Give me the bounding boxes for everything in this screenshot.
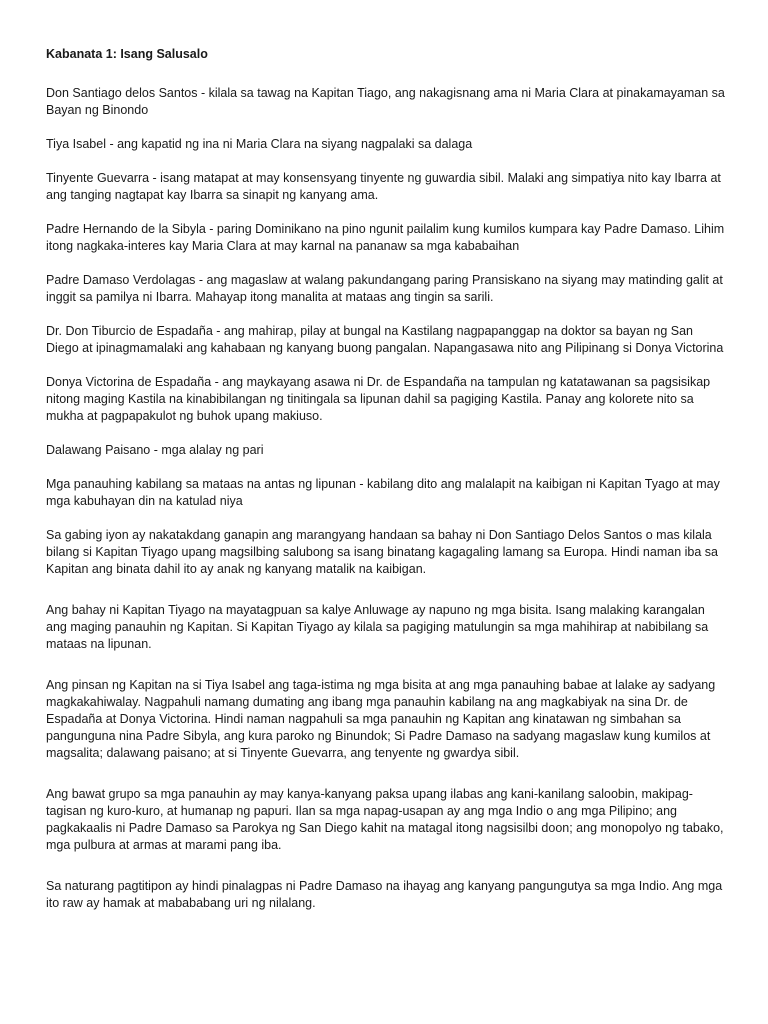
summary-paragraph: Ang bawat grupo sa mga panauhin ay may kanya-kanyang paksa upang ilabas ang kani-kanilang saloobin, makipag-tagisan ng kuro-kuro, at humanap ng papuri. Ilan sa mga napag-usapan ay ang mga Indio o ang mga Pilipino; ang pagkakaalis ni Padre Damaso sa Parokya ng San Diego kahit na matagal itong nagsisilbi doon; ang monopolyo ng tabako, mga pulbura at armas at marami pang iba.	[46, 787, 724, 852]
chapter-title: Kabanata 1: Isang Salusalo	[46, 47, 208, 61]
character-mga-panauhin: Mga panauhing kabilang sa mataas na antas ng lipunan - kabilang dito ang malalapit na kaibigan ni Kapitan Tyago at may mga kabuhayan din na katulad niya	[46, 477, 720, 508]
character-padre-sibyla: Padre Hernando de la Sibyla - paring Dominikano na pino ngunit pailalim kung kumilos kumpara kay Padre Damaso. Lihim itong nagkaka-interes kay Maria Clara at may karnal na pananaw sa mga kababaihan	[46, 222, 725, 253]
summary-paragraph: Ang bahay ni Kapitan Tiyago na mayatagpuan sa kalye Anluwage ay napuno ng mga bisita. Isang malaking karangalan ang maging panauhin ng Kapitan. Si Kapitan Tiyago ay kilala sa pagiging matulungin sa mga mahihirap at nabibilang sa mataas na lipunan.	[46, 603, 709, 651]
character-don-santiago: Don Santiago delos Santos - kilala sa tawag na Kapitan Tiago, ang nakagisnang ama ni Maria Clara at pinakamayaman sa Bayan ng Binondo	[46, 86, 725, 117]
character-dr-tiburcio: Dr. Don Tiburcio de Espadaña - ang mahirap, pilay at bungal na Kastilang nagpapanggap na doktor sa bayan ng San Diego at ipinagmamalaki ang kahabaan ng kanyang buong pangalan. Napangasawa nito ang Pilipinang si Donya Victorina	[46, 324, 724, 355]
character-padre-damaso: Padre Damaso Verdolagas - ang magaslaw at walang pakundangang paring Pransiskano na siyang may matinding galit at inggit sa pamilya ni Ibarra. Mahayap itong manalita at mataas ang tingin sa sarili.	[46, 273, 723, 304]
summary-paragraph: Ang pinsan ng Kapitan na si Tiya Isabel ang taga-istima ng mga bisita at ang mga panauhing babae at lalake ay sadyang magkakahiwalay. Nagpahuli namang dumating ang ibang mga panauhin kabilang na ang magkabiyak na sina Dr. de Espadaña at Donya Victorina. Hindi naman nagpahuli sa mga panauhin ng Kapitan ang kinatawan ng simbahan sa pangunguna nina Padre Sibyla, ang kura paroko ng Binundok; Si Padre Damaso na sadyang magaslaw kung kumilos at magsalita; dalawang paisano; at si Tinyente Guevarra, ang tenyente ng gwardya sibil.	[46, 678, 716, 760]
document-page	[46, 46, 726, 929]
summary-paragraph: Sa naturang pagtitipon ay hindi pinalagpas ni Padre Damaso na ihayag ang kanyang pangungutya sa mga Indio. Ang mga ito raw ay hamak at mabababang uri ng nilalang.	[46, 879, 723, 910]
character-tiya-isabel: Tiya Isabel - ang kapatid ng ina ni Maria Clara na siyang nagpalaki sa dalaga	[46, 137, 473, 151]
character-dalawang-paisano: Dalawang Paisano - mga alalay ng pari	[46, 443, 264, 457]
character-tinyente-guevarra: Tinyente Guevarra - isang matapat at may konsensyang tinyente ng guwardia sibil. Malaki ang simpatiya nito kay Ibarra at ang tanging nagtapat kay Ibarra sa sinapit ng kanyang ama.	[46, 171, 721, 202]
summary-paragraph: Sa gabing iyon ay nakatakdang ganapin ang marangyang handaan sa bahay ni Don Santiago Delos Santos o mas kilala bilang si Kapitan Tiyago upang magsilbing salubong sa isang binatang kagagaling lamang sa Europa. Hindi naman iba sa Kapitan ang binata dahil ito ay anak ng kanyang matalik na kaibigan.	[46, 528, 718, 576]
character-donya-victorina: Donya Victorina de Espadaña - ang maykayang asawa ni Dr. de Espandaña na tampulan ng katatawanan sa pagsisikap nitong maging Kastila na kinabibilangan ng tinitingala sa lipunan dahil sa pagiging Kastila. Panay ang kolorete nito sa mukha at pagpapakulot ng buhok upang makiuso.	[46, 375, 711, 423]
